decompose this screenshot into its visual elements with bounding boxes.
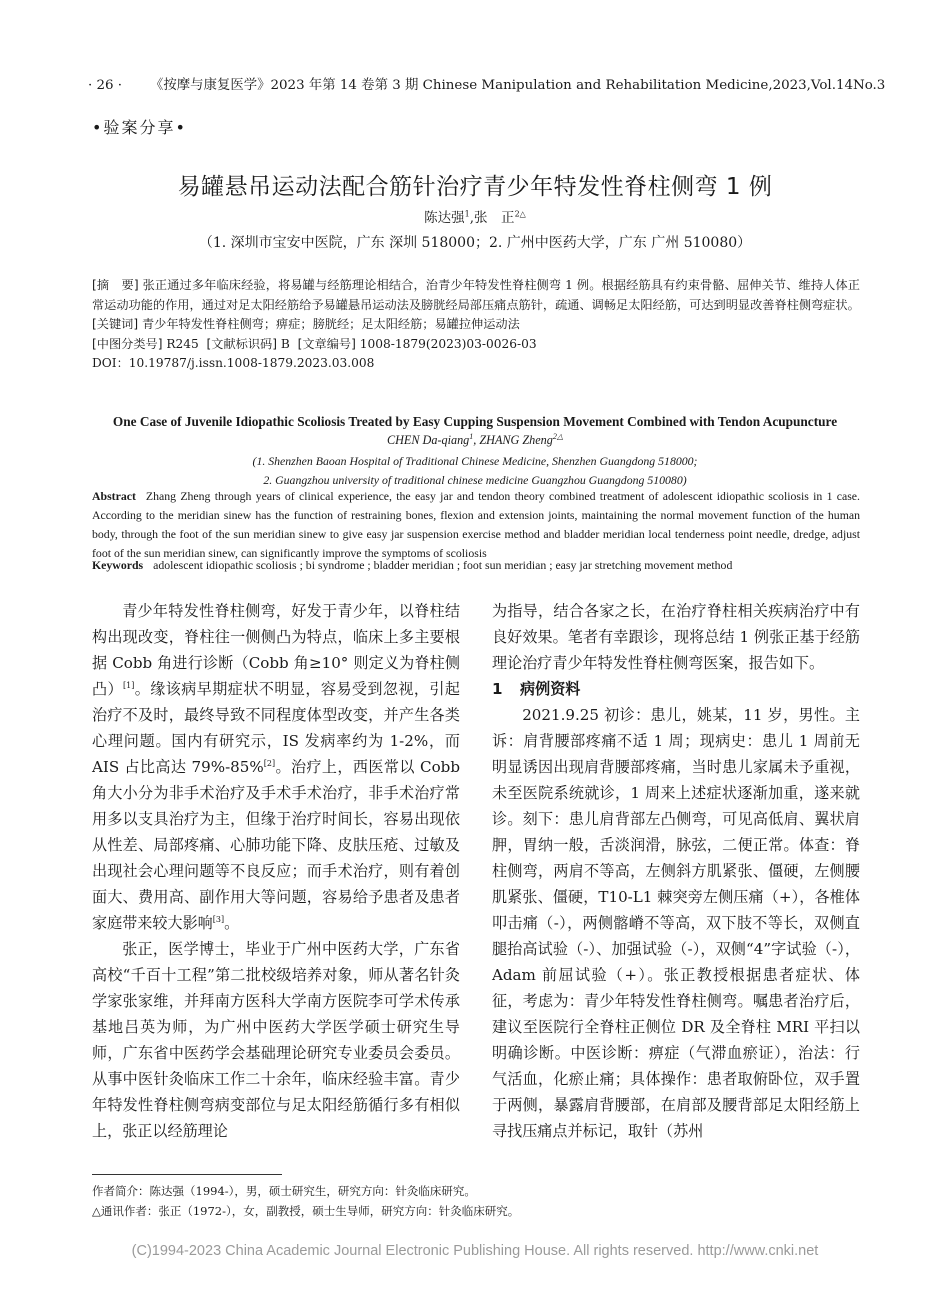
body-text: 青少年特发性脊柱侧弯，好发于青少年，以脊柱结构出现改变，脊柱往一侧侧凸为特点，临床上多主要根据 Cobb 角进行诊断（Cobb 角≥10° 则定义为脊柱侧凸） [92, 602, 460, 698]
body-text: 。治疗上，西医常以 Cobb 角大小分为非手术治疗及手术手术治疗，非手术治疗常用多以支具治疗为主，但缘于治疗时间长，容易出现依从性差、局部疼痛、心肺功能下降、皮肤压疮、过敏及出现社会心理问题等不良反应；而手术治疗，则有着创面大、费用高、副作用大等问题，容易给予患者及患者家庭带来较大影响 [92, 758, 460, 932]
english-authors [0, 433, 950, 448]
english-author-1: CHEN Da-qiang [387, 433, 470, 447]
english-author-2-sup: 2△ [552, 431, 563, 441]
chinese-abstract-block [92, 276, 860, 374]
body-text: 。 [224, 914, 240, 932]
english-affiliation [0, 452, 950, 489]
footnote-text: 张正（1972-），女，副教授，硕士生导师，研究方向：针灸临床研究。 [158, 1204, 520, 1218]
citation-3: [3] [212, 914, 225, 924]
body-right-column [492, 598, 860, 1144]
author-2-sup: 2△ [514, 209, 526, 219]
citation-1: [1] [123, 680, 135, 690]
english-affiliation-1: (1. Shenzhen Baoan Hospital of Traditional Chinese Medicine, Shenzhen Guangdong 518000; [252, 454, 698, 468]
footnote-author-bio [92, 1183, 476, 1199]
keywords-label: [关键词] [92, 317, 139, 331]
doc-code-label: [文献标识码] [206, 336, 277, 351]
article-no-value: 1008-1879(2023)03-0026-03 [359, 336, 537, 351]
english-abstract-text: Zhang Zheng through years of clinical experience, the easy jar and tendon theory combined treatment of adolescent idiopathic scoliosis in 1 case. According to the meridian sinew has the function of restraining bones, flexion and extension joints, maintaining the normal movement function of the human body, through the foot of the sun meridian sinew to give easy jar suspension exercise method and bladder meridian local tenderness point needle, dredge, adjust foot of the sun meridian sinew, can significantly improve the symptoms of scoliosis [92, 489, 860, 560]
classification-line [92, 335, 860, 355]
clc-value: R245 [166, 336, 199, 351]
body-text: 。缘该病早期症状不明显，容易受到忽视，引起治疗不及时，最终导致不同程度体型改变，并产生各类心理问题。国内有研究示，IS 发病率约为 1-2%，而 AIS 占比高达 79%-85% [92, 680, 460, 776]
page-number: · 26 · [88, 78, 123, 93]
author-line [0, 206, 950, 226]
english-abstract-label: Abstract [92, 489, 136, 503]
body-paragraph [92, 598, 460, 936]
footnote-text: 陈达强（1994-），男，硕士研究生，研究方向：针灸临床研究。 [149, 1184, 476, 1198]
footnote-corresponding [92, 1203, 519, 1219]
body-paragraph: 为指导，结合各家之长，在治疗脊柱相关疾病治疗中有良好效果。笔者有幸跟诊，现将总结 1 例张正基于经筋理论治疗青少年特发性脊柱侧弯医案，报告如下。 [492, 602, 860, 672]
clc-label: [中图分类号] [92, 336, 163, 351]
body-left-column [92, 598, 460, 1144]
section-number: 1 [492, 680, 503, 698]
abstract-cn [92, 276, 860, 315]
article-title: 易罐悬吊运动法配合筋针治疗青少年特发性脊柱侧弯 1 例 [177, 174, 773, 200]
english-author-2: , ZHANG Zheng [473, 433, 553, 447]
abstract-label: [摘 要] [92, 278, 139, 292]
citation-2: [2] [263, 758, 276, 768]
english-keywords-label: Keywords [92, 558, 144, 572]
english-abstract [92, 487, 860, 563]
english-keywords-text: adolescent idiopathic scoliosis ; bi syndrome ; bladder meridian ; foot sun meridian ; easy jar stretching movement method [153, 558, 733, 572]
article-no-label: [文章编号] [297, 336, 356, 351]
english-author-1-sup: 1 [469, 431, 474, 441]
affiliation: （1. 深圳市宝安中医院，广东 深圳 518000；2. 广州中医药大学，广东 广州 510080） [198, 235, 752, 251]
footnote-divider [92, 1174, 282, 1175]
journal-citation: 《按摩与康复医学》2023 年第 14 卷第 3 期 Chinese Manipulation and Rehabilitation Medicine,2023,Vol.14No.3 [150, 78, 886, 93]
abstract-text: 张正通过多年临床经验，将易罐与经筋理论相结合，治青少年特发性脊柱侧弯 1 例。根据经筋具有约束骨骼、屈伸关节、维持人体正常运动功能的作用，通过对足太阳经筋给予易罐悬吊运动法及膀胱经局部压痛点筋针，疏通、调畅足太阳经筋，可达到明显改善脊柱侧弯症状。 [92, 278, 860, 312]
keywords-cn [92, 315, 860, 335]
doc-code-value: B [280, 336, 290, 351]
english-title: One Case of Juvenile Idiopathic Scoliosis Treated by Easy Cupping Suspension Movement Combined with Tendon Acupuncture [112, 414, 838, 429]
section-heading [492, 676, 860, 702]
english-keywords [92, 558, 860, 573]
copyright-watermark: (C)1994-2023 China Academic Journal Electronic Publishing House. All rights reserved. http://www.cnki.net [131, 1243, 819, 1259]
running-header [88, 74, 886, 93]
author-2: ,张 正 [469, 210, 515, 226]
author-1: 陈达强 [424, 210, 465, 226]
footnote-label: 作者简介： [92, 1184, 150, 1198]
corresponding-mark: △ [92, 1204, 101, 1218]
body-paragraph: 张正，医学博士，毕业于广州中医药大学，广东省高校“千百十工程”第二批校级培养对象，师从著名针灸学家张家维，并拜南方医科大学南方医院李可学术传承基地吕英为师，为广州中医药大学医学硕士研究生导师，广东省中医药学会基础理论研究专业委员会委员。从事中医针灸临床工作二十余年，临床经验丰富。青少年特发性脊柱侧弯病变部位与足太阳经筋循行多有相似上，张正以经筋理论 [92, 940, 460, 1140]
author-1-sup: 1 [464, 209, 470, 219]
footnote-label: 通讯作者： [100, 1204, 159, 1218]
section-title: 病例资料 [520, 680, 581, 698]
section-tag: •验案分享• [92, 118, 187, 137]
keywords-text: 青少年特发性脊柱侧弯；痹症；膀胱经；足太阳经筋；易罐拉伸运动法 [141, 317, 520, 331]
doi: DOI：10.19787/j.issn.1008-1879.2023.03.008 [92, 356, 375, 370]
english-affiliation-2: 2. Guangzhou university of traditional chinese medicine Guangzhou Guangdong 510080) [263, 472, 687, 487]
body-paragraph: 2021.9.25 初诊：患儿，姚某，11 岁，男性。主诉：肩背腰部疼痛不适 1 周；现病史：患儿 1 周前无明显诱因出现肩背腰部疼痛，当时患儿家属未予重视，未至医院系统就诊，1 周来上述症状逐渐加重，遂来就诊。刻下：患儿肩背部左凸侧弯，可见高低肩、翼状肩胛，胃纳一般，舌淡润滑，脉弦，二便正常。体查：脊柱侧弯，两肩不等高，左侧斜方肌紧张、僵硬，左侧腰肌紧张、僵硬，T10-L1 棘突旁左侧压痛（+），各椎体叩击痛（-），两侧髂嵴不等高，双下肢不等长，双侧直腿抬高试验（-）、加强试验（-），双侧“4”字试验（-），Adam 前屈试验（+）。张正教授根据患者症状、体征，考虑为：青少年特发性脊柱侧弯。嘱患者治疗后，建议至医院行全脊柱正侧位 DR 及全脊柱 MRI 平扫以明确诊断。中医诊断：痹症（气滞血瘀证），治法：行气活血，化瘀止痛；具体操作：患者取俯卧位，双手置于两侧，暴露肩背腰部，在肩部及腰背部足太阳经筋上寻找压痛点并标记，取针（苏州 [492, 706, 860, 1140]
